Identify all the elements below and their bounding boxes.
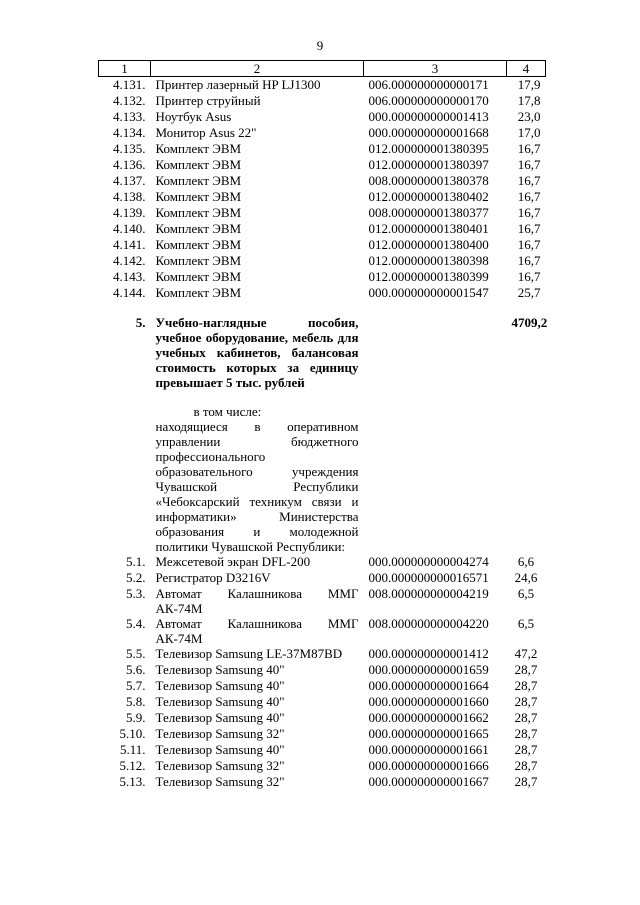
row-name: Комплект ЭВМ <box>155 141 242 156</box>
table-row <box>99 774 546 790</box>
row-value: 6,5 <box>517 586 535 601</box>
row-name: Регистратор D3216V <box>155 570 271 585</box>
row-name: Автомат Калашникова ММГ АК-74М <box>155 616 359 646</box>
row-number: 5.11. <box>119 742 146 757</box>
row-inventory-code: 006.000000000000170 <box>368 93 489 108</box>
section-title-cell <box>151 315 364 390</box>
row-inventory-code: 000.000000000001665 <box>368 726 489 741</box>
row-value: 16,7 <box>517 189 541 204</box>
row-name: Телевизор Samsung 40" <box>155 678 285 693</box>
table-row <box>99 157 546 173</box>
row-inventory-code: 008.000000001380377 <box>368 205 489 220</box>
row-value: 28,7 <box>514 694 538 709</box>
table-row <box>99 93 546 109</box>
table-row <box>99 694 546 710</box>
row-number: 5.5. <box>126 646 146 661</box>
row-name: Комплект ЭВМ <box>155 221 242 236</box>
table-row <box>99 237 546 253</box>
table-row <box>99 221 546 237</box>
table-row <box>99 710 546 726</box>
header-col-4: 4 <box>507 61 546 77</box>
note-empty <box>364 404 507 554</box>
row-number: 4.135. <box>113 141 146 156</box>
section-code <box>364 315 507 390</box>
row-number: 5.1. <box>126 554 146 569</box>
row-name: Комплект ЭВМ <box>155 269 242 284</box>
row-number: 4.142. <box>113 253 146 268</box>
row-inventory-code: 012.000000001380401 <box>368 221 489 236</box>
row-name: Телевизор Samsung LE-37M87BD <box>155 646 343 661</box>
header-col-3: 3 <box>364 61 507 77</box>
spacer-row <box>99 390 546 404</box>
table-row <box>99 173 546 189</box>
row-name: Комплект ЭВМ <box>155 253 242 268</box>
row-inventory-code: 000.000000000001659 <box>368 662 489 677</box>
row-name: Телевизор Samsung 32" <box>155 758 285 773</box>
header-col-1: 1 <box>99 61 151 77</box>
row-number: 4.140. <box>113 221 146 236</box>
row-inventory-code: 012.000000001380397 <box>368 157 489 172</box>
row-inventory-code: 000.000000000001666 <box>368 758 489 773</box>
row-name: Ноутбук Asus <box>155 109 232 124</box>
row-inventory-code: 012.000000001380398 <box>368 253 489 268</box>
row-name: Телевизор Samsung 40" <box>155 662 285 677</box>
row-number: 4.133. <box>113 109 146 124</box>
table-row <box>99 77 546 94</box>
row-name: Комплект ЭВМ <box>155 205 242 220</box>
page-number: 9 <box>316 38 324 53</box>
table-row <box>99 616 546 646</box>
row-number: 4.144. <box>113 285 146 300</box>
row-name: Комплект ЭВМ <box>155 157 242 172</box>
row-value: 25,7 <box>517 285 541 300</box>
row-number: 5.7. <box>126 678 146 693</box>
note-empty <box>507 404 546 554</box>
table-row <box>99 141 546 157</box>
row-value: 28,7 <box>514 758 538 773</box>
row-name: Телевизор Samsung 40" <box>155 742 285 757</box>
row-number: 5.13. <box>119 774 146 789</box>
table-row <box>99 758 546 774</box>
row-value: 28,7 <box>514 774 538 789</box>
table-row <box>99 269 546 285</box>
row-number: 4.132. <box>113 93 146 108</box>
row-inventory-code: 000.000000000001668 <box>368 125 489 140</box>
row-number: 4.131. <box>113 77 146 92</box>
row-inventory-code: 012.000000001380400 <box>368 237 489 252</box>
row-number: 4.143. <box>113 269 146 284</box>
row-number: 5.9. <box>126 710 146 725</box>
section-number: 5. <box>135 315 146 330</box>
row-number: 5.12. <box>119 758 146 773</box>
row-value: 16,7 <box>517 173 541 188</box>
row-name: Телевизор Samsung 40" <box>155 710 285 725</box>
row-inventory-code: 000.000000000001547 <box>368 285 489 300</box>
row-name: Комплект ЭВМ <box>155 173 242 188</box>
row-name: Комплект ЭВМ <box>155 285 242 300</box>
inventory-table-body <box>99 61 546 791</box>
row-inventory-code: 000.000000000016571 <box>368 570 489 585</box>
row-inventory-code: 008.000000000004220 <box>368 616 489 631</box>
inventory-table <box>98 60 546 790</box>
row-value: 16,7 <box>517 253 541 268</box>
row-inventory-code: 000.000000000001667 <box>368 774 489 789</box>
table-row <box>99 662 546 678</box>
row-name: Автомат Калашникова ММГ АК-74М <box>155 586 359 616</box>
row-name: Телевизор Samsung 32" <box>155 726 285 741</box>
row-inventory-code: 000.000000000001662 <box>368 710 489 725</box>
note-intro: в том числе: <box>193 404 262 419</box>
section-note-row <box>99 404 546 554</box>
row-number: 4.134. <box>113 125 146 140</box>
row-inventory-code: 000.000000000004274 <box>368 554 489 569</box>
row-value: 16,7 <box>517 221 541 236</box>
row-value: 16,7 <box>517 141 541 156</box>
row-number: 5.2. <box>126 570 146 585</box>
row-number: 5.6. <box>126 662 146 677</box>
header-col-2: 2 <box>151 61 364 77</box>
row-inventory-code: 000.000000000001412 <box>368 646 489 661</box>
row-name: Телевизор Samsung 32" <box>155 774 285 789</box>
row-value: 17,9 <box>517 77 541 92</box>
section-title: Учебно-наглядные пособия, учебное оборудование, мебель для учебных кабинетов, балансовая стоимость которых за единицу превышает 5 тыс. рублей <box>155 315 359 390</box>
table-row <box>99 285 546 301</box>
row-name: Принтер струйный <box>155 93 261 108</box>
row-value: 16,7 <box>517 157 541 172</box>
note-text: находящиеся в оперативном управлении бюджетного профессионального образовательного учреждения Чувашской Республики «Чебоксарский техникум связи и информатики» Министерства образования и молодежной политики Чувашской Республики: <box>155 419 359 554</box>
table-row <box>99 109 546 125</box>
row-value: 28,7 <box>514 742 538 757</box>
row-inventory-code: 012.000000001380395 <box>368 141 489 156</box>
row-inventory-code: 006.000000000000171 <box>368 77 489 92</box>
row-name: Комплект ЭВМ <box>155 189 242 204</box>
table-header-row <box>99 61 546 77</box>
row-name: Межсетевой экран DFL-200 <box>155 554 311 569</box>
row-number: 4.141. <box>113 237 146 252</box>
row-value: 16,7 <box>517 269 541 284</box>
table-row <box>99 726 546 742</box>
row-name: Принтер лазерный HP LJ1300 <box>155 77 321 92</box>
row-number: 5.8. <box>126 694 146 709</box>
row-number: 4.136. <box>113 157 146 172</box>
table-row <box>99 678 546 694</box>
row-value: 23,0 <box>517 109 541 124</box>
section-total: 4709,2 <box>511 315 548 330</box>
row-number: 4.138. <box>113 189 146 204</box>
row-value: 17,8 <box>517 93 541 108</box>
row-inventory-code: 000.000000000001660 <box>368 694 489 709</box>
row-inventory-code: 000.000000000001661 <box>368 742 489 757</box>
row-name: Телевизор Samsung 40" <box>155 694 285 709</box>
note-cell <box>151 404 364 554</box>
row-value: 28,7 <box>514 662 538 677</box>
table-row <box>99 554 546 570</box>
table-row <box>99 586 546 616</box>
row-inventory-code: 012.000000001380402 <box>368 189 489 204</box>
row-number: 4.137. <box>113 173 146 188</box>
table-row <box>99 125 546 141</box>
row-inventory-code: 008.000000001380378 <box>368 173 489 188</box>
row-value: 16,7 <box>517 205 541 220</box>
row-inventory-code: 000.000000000001413 <box>368 109 489 124</box>
row-value: 28,7 <box>514 726 538 741</box>
row-name: Монитор Asus 22" <box>155 125 257 140</box>
row-inventory-code: 008.000000000004219 <box>368 586 489 601</box>
row-value: 24,6 <box>514 570 538 585</box>
table-row <box>99 205 546 221</box>
row-value: 28,7 <box>514 710 538 725</box>
section-5-row <box>99 315 546 390</box>
row-value: 28,7 <box>514 678 538 693</box>
row-value: 6,5 <box>517 616 535 631</box>
row-number: 5.3. <box>126 586 146 601</box>
spacer-row <box>99 301 546 315</box>
note-empty <box>99 404 151 554</box>
row-inventory-code: 000.000000000001664 <box>368 678 489 693</box>
table-row <box>99 253 546 269</box>
row-value: 17,0 <box>517 125 541 140</box>
row-value: 16,7 <box>517 237 541 252</box>
row-inventory-code: 012.000000001380399 <box>368 269 489 284</box>
row-number: 4.139. <box>113 205 146 220</box>
table-row <box>99 189 546 205</box>
row-value: 6,6 <box>517 554 535 569</box>
row-name: Комплект ЭВМ <box>155 237 242 252</box>
row-number: 5.10. <box>119 726 146 741</box>
row-number: 5.4. <box>126 616 146 631</box>
table-row <box>99 646 546 662</box>
table-row <box>99 742 546 758</box>
table-row <box>99 570 546 586</box>
row-value: 47,2 <box>514 646 538 661</box>
